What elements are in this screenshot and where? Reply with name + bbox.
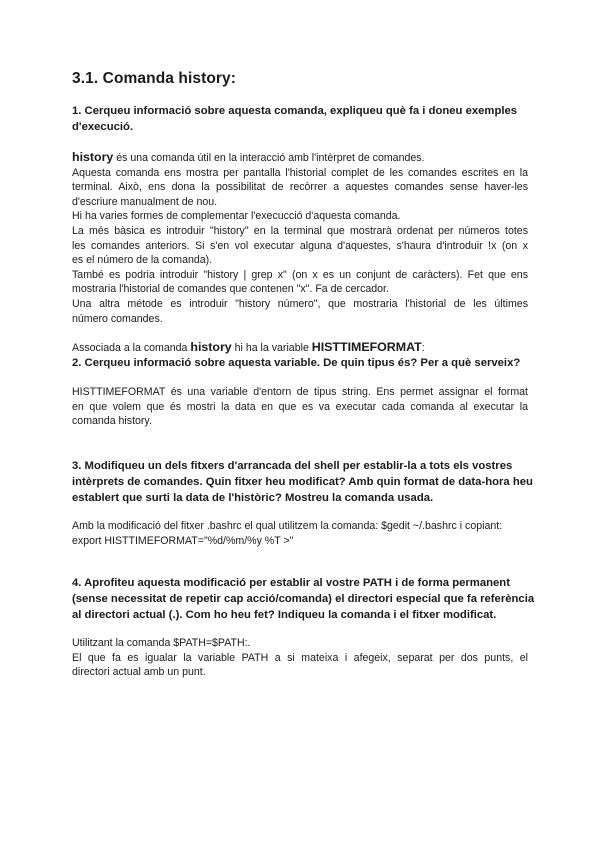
answer-1-line: La més bàsica es introduir "history" en la terminal que mostrarà ordenat per números totes — [72, 224, 528, 237]
answer-1-line: les comandes anteriors. Si s'en vol executar alguna d'aquestes, s'haura d'introduir !x (on x — [72, 239, 528, 252]
answer-1-line: Una altra métode es introduir "history número", que mostraria l'historial de les últimes — [72, 297, 528, 310]
answer-2-line: en que volem que és mostri la data en que es va executar cada comanda al executar la — [72, 400, 528, 413]
history-term: history — [72, 150, 114, 164]
answer-1-line: Aquesta comanda ens mostra per pantalla l'historial complet de les comandes escrites en la — [72, 166, 528, 179]
section-title: 3.1. Comanda history: — [72, 70, 237, 87]
answer-4-line: Utilitzant la comanda $PATH=$PATH:. — [72, 637, 251, 649]
answer-1 — [72, 150, 528, 326]
question-3-line: intèrprets de comandes. Quin fitxer heu modificat? Amb quin format de data-hora heu — [72, 475, 533, 488]
question-4-line: al directori actual (.). Com ho heu fet? Indiqueu la comanda i el fitxer modificat. — [72, 608, 497, 621]
answer-3 — [72, 519, 528, 548]
answer-3-line: export HISTTIMEFORMAT="%d/%m/%y %T >" — [72, 534, 294, 547]
association-line: Associada a la comanda history hi ha la variable HISTTIMEFORMAT: — [72, 340, 425, 354]
answer-1-line: número comandes. — [72, 312, 163, 325]
histtimeformat-term: HISTTIMEFORMAT — [311, 340, 422, 354]
answer-1-line: Hi ha varies formes de complementar l'execucció d'aquesta comanda. — [72, 210, 401, 223]
question-4-line: 4. Aprofiteu aquesta modificació per establir al vostre PATH i de forma permanent — [72, 577, 510, 589]
question-1: 1. Cerqueu informació sobre aquesta comanda, expliqueu què fa i doneu exemples d'execució. — [72, 105, 518, 133]
answer-4-line: El que fa es igualar la variable PATH a si mateixa i afegeix, separat per dos punts, el — [72, 651, 528, 664]
answer-1-line: També es podria introduir "history | grep x" (on x es un conjunt de caràcters). Fet que ens — [72, 268, 528, 281]
answer-2-line: comanda history. — [72, 415, 152, 428]
answer-3-line: Amb la modificació del fitxer .bashrc el qual utilitzem la comanda: $gedit ~/.bashrc i copiant: — [72, 520, 503, 532]
answer-1-line: es el número de la comanda). — [72, 254, 213, 267]
question-3-line: establert que surti la data de l'històric? Mostreu la comanda usada. — [72, 491, 434, 504]
question-4 — [72, 576, 535, 623]
answer-2-line: HISTTIMEFORMAT és una variable d'entorn de tipus string. Ens permet assignar el format — [72, 386, 528, 398]
question-3-line: 3. Modifiqueu un dels fitxers d'arrancada del shell per establir-la a tots els vostres — [72, 460, 513, 472]
question-4-line: (sense necessitat de repetir cap acció/comanda) el directori especial que fa referència — [72, 592, 535, 605]
answer-2 — [72, 385, 528, 429]
answer-1-line: d'escriure manualment de nou. — [72, 195, 218, 208]
question-2: 2. Cerqueu informació sobre aquesta variable. De quin tipus és? Per a què serveix? — [72, 357, 521, 369]
history-term: history — [190, 340, 232, 354]
answer-1-line: terminal. Això, ens dona la possibilitat de recòrrer a aquestes comandes sense haver-les — [72, 181, 528, 194]
answer-1-intro: history és una comanda útil en la interacció amb l'intèrpret de comandes. — [72, 150, 425, 164]
answer-4 — [72, 636, 528, 680]
answer-4-line: directori actual amb un punt. — [72, 666, 206, 679]
answer-1-line: mostraria l'historial de comandes que contenen "x". Fa de cercador. — [72, 283, 389, 296]
question-3 — [72, 459, 533, 506]
